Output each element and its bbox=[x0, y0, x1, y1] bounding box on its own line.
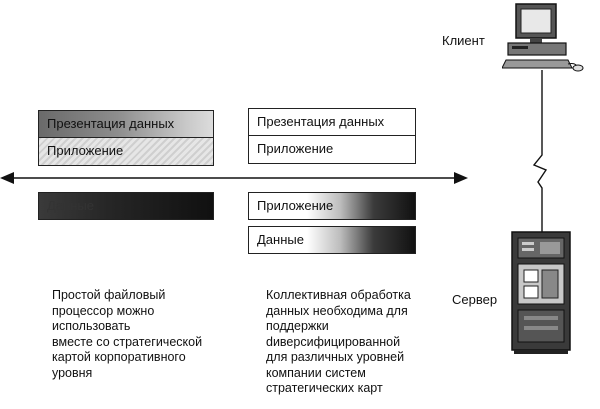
right-application-lower-label: Приложение bbox=[257, 198, 334, 213]
server-tower-icon bbox=[510, 230, 572, 355]
network-link bbox=[520, 70, 560, 245]
right-application-box bbox=[248, 136, 416, 164]
left-data-box bbox=[38, 192, 214, 220]
boundary-arrow bbox=[0, 168, 470, 188]
left-presentation-label: Презентация данных bbox=[47, 116, 175, 131]
client-computer-icon bbox=[502, 2, 592, 74]
right-data-label: Данные bbox=[257, 232, 304, 247]
left-presentation-box bbox=[38, 110, 214, 138]
right-application-lower-box bbox=[248, 192, 416, 220]
server-label: Сервер bbox=[452, 292, 498, 307]
left-application-label: Приложение bbox=[47, 143, 124, 158]
left-application-box bbox=[38, 138, 214, 166]
right-caption: Коллективная обработка данных необходима для поддержки dиверсифицированной для различных уровней компании систем стратегических карт bbox=[266, 288, 411, 395]
right-presentation-box bbox=[248, 108, 416, 136]
right-data-box bbox=[248, 226, 416, 254]
right-application-label: Приложение bbox=[257, 141, 334, 156]
client-label: Клиент bbox=[442, 33, 485, 48]
left-caption: Простой файловый процессор можно использовать вместе со стратегической картой корпоративного уровня bbox=[52, 288, 203, 380]
left-data-label: Данные bbox=[47, 198, 94, 213]
right-presentation-label: Презентация данных bbox=[257, 114, 385, 129]
